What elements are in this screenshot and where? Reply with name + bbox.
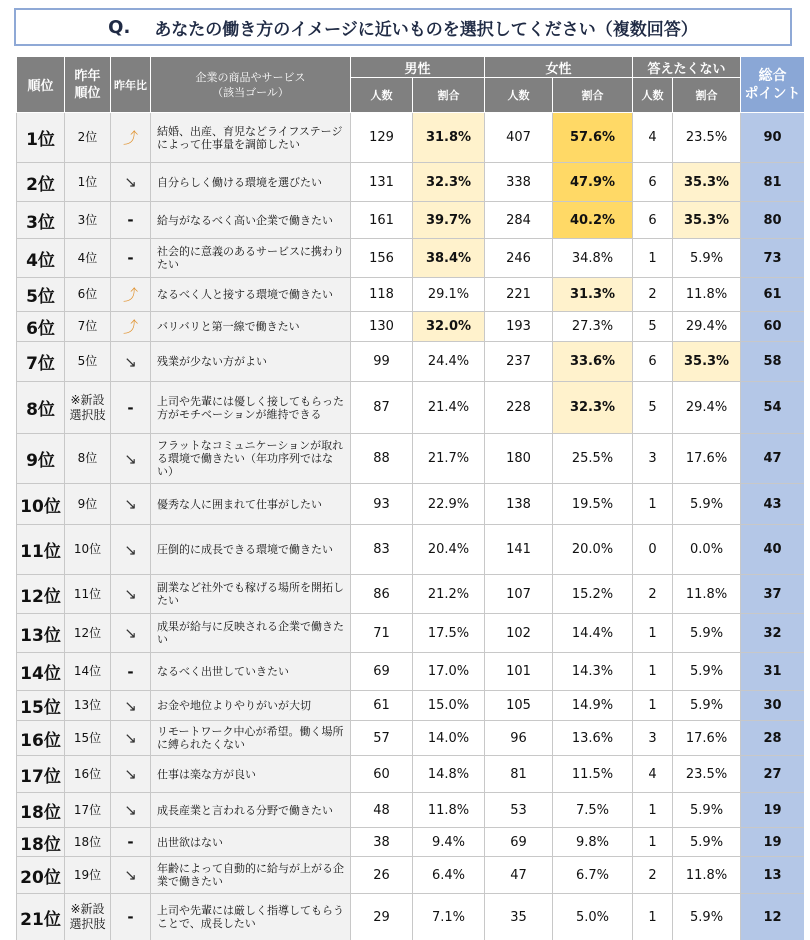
item-cell: 上司や先輩には優しく接してもらった方がモチベーションが維持できる bbox=[151, 382, 351, 434]
female-ratio-cell: 34.8% bbox=[553, 239, 633, 278]
no-answer-count-cell: 4 bbox=[633, 756, 673, 793]
table-row bbox=[17, 857, 805, 894]
prev-rank-cell: 8位 bbox=[65, 434, 111, 484]
trend-cell bbox=[111, 828, 151, 857]
total-points-cell: 43 bbox=[741, 484, 804, 525]
item-cell: 給与がなるべく高い企業で働きたい bbox=[151, 202, 351, 239]
no-answer-count-cell: 1 bbox=[633, 239, 673, 278]
prev-rank-cell: 7位 bbox=[65, 312, 111, 342]
female-ratio-cell: 25.5% bbox=[553, 434, 633, 484]
trend-down-icon: ↘ bbox=[124, 801, 137, 819]
male-count-cell: 71 bbox=[351, 614, 413, 653]
female-ratio-cell: 11.5% bbox=[553, 756, 633, 793]
trend-cell bbox=[111, 857, 151, 894]
female-count-cell: 237 bbox=[485, 342, 553, 382]
item-cell: なるべく人と接する環境で働きたい bbox=[151, 278, 351, 312]
rank-cell: 4位 bbox=[17, 239, 65, 278]
male-count-cell: 83 bbox=[351, 525, 413, 575]
male-ratio-cell: 22.9% bbox=[413, 484, 485, 525]
results-table bbox=[16, 56, 804, 940]
trend-same-icon: - bbox=[127, 249, 134, 267]
male-ratio-cell: 11.8% bbox=[413, 793, 485, 828]
table-row bbox=[17, 484, 805, 525]
male-ratio-cell: 38.4% bbox=[413, 239, 485, 278]
table-row bbox=[17, 278, 805, 312]
no-answer-count-cell: 3 bbox=[633, 434, 673, 484]
prev-rank-cell: 3位 bbox=[65, 202, 111, 239]
results-table-body bbox=[17, 113, 805, 940]
male-count-cell: 99 bbox=[351, 342, 413, 382]
female-count-cell: 338 bbox=[485, 163, 553, 202]
item-cell: バリバリと第一線で働きたい bbox=[151, 312, 351, 342]
female-count-cell: 102 bbox=[485, 614, 553, 653]
table-row bbox=[17, 575, 805, 614]
female-count-cell: 138 bbox=[485, 484, 553, 525]
rank-cell: 20位 bbox=[17, 857, 65, 894]
item-cell: 優秀な人に囲まれて仕事がしたい bbox=[151, 484, 351, 525]
rank-cell: 8位 bbox=[17, 382, 65, 434]
male-count-cell: 118 bbox=[351, 278, 413, 312]
no-answer-count-cell: 1 bbox=[633, 828, 673, 857]
trend-cell bbox=[111, 113, 151, 163]
female-ratio-cell: 57.6% bbox=[553, 113, 633, 163]
item-cell: 結婚、出産、育児などライフステージによって仕事量を調節したい bbox=[151, 113, 351, 163]
trend-down-icon: ↘ bbox=[124, 449, 137, 468]
total-points-cell: 60 bbox=[741, 312, 804, 342]
female-count-cell: 407 bbox=[485, 113, 553, 163]
item-cell: 仕事は楽な方が良い bbox=[151, 756, 351, 793]
female-count-cell: 246 bbox=[485, 239, 553, 278]
rank-cell: 1位 bbox=[17, 113, 65, 163]
rank-cell: 5位 bbox=[17, 278, 65, 312]
female-ratio-cell: 32.3% bbox=[553, 382, 633, 434]
female-ratio-cell: 14.4% bbox=[553, 614, 633, 653]
rank-cell: 16位 bbox=[17, 721, 65, 756]
item-cell: リモートワーク中心が希望。働く場所に縛られたくない bbox=[151, 721, 351, 756]
header-total: 総合 ポイント bbox=[741, 57, 804, 113]
male-ratio-cell: 7.1% bbox=[413, 894, 485, 940]
prev-rank-cell: 17位 bbox=[65, 793, 111, 828]
female-count-cell: 69 bbox=[485, 828, 553, 857]
prev-rank-cell: 16位 bbox=[65, 756, 111, 793]
table-row bbox=[17, 163, 805, 202]
item-cell: フラットなコミュニケーションが取れる環境で働きたい（年功序列ではない） bbox=[151, 434, 351, 484]
trend-cell bbox=[111, 721, 151, 756]
prev-rank-cell: 14位 bbox=[65, 653, 111, 691]
header-no-answer: 答えたくない bbox=[633, 57, 741, 78]
female-count-cell: 101 bbox=[485, 653, 553, 691]
trend-up-icon: ⤴ bbox=[122, 286, 138, 304]
trend-same-icon: - bbox=[127, 833, 134, 851]
male-count-cell: 69 bbox=[351, 653, 413, 691]
male-ratio-cell: 20.4% bbox=[413, 525, 485, 575]
prev-rank-cell: 6位 bbox=[65, 278, 111, 312]
female-count-cell: 81 bbox=[485, 756, 553, 793]
female-ratio-cell: 15.2% bbox=[553, 575, 633, 614]
item-cell: 成長産業と言われる分野で働きたい bbox=[151, 793, 351, 828]
no-answer-count-cell: 6 bbox=[633, 342, 673, 382]
rank-cell: 18位 bbox=[17, 828, 65, 857]
trend-down-icon: ↘ bbox=[124, 765, 137, 783]
table-row bbox=[17, 202, 805, 239]
table-row bbox=[17, 691, 805, 721]
table-row bbox=[17, 434, 805, 484]
male-ratio-cell: 17.5% bbox=[413, 614, 485, 653]
male-count-cell: 86 bbox=[351, 575, 413, 614]
female-count-cell: 96 bbox=[485, 721, 553, 756]
item-cell: 副業など社外でも稼げる場所を開拓したい bbox=[151, 575, 351, 614]
male-ratio-cell: 32.3% bbox=[413, 163, 485, 202]
rank-cell: 3位 bbox=[17, 202, 65, 239]
trend-down-icon: ↘ bbox=[124, 696, 137, 715]
table-row bbox=[17, 239, 805, 278]
rank-cell: 13位 bbox=[17, 614, 65, 653]
no-answer-count-cell: 5 bbox=[633, 312, 673, 342]
trend-cell bbox=[111, 756, 151, 793]
no-answer-ratio-cell: 5.9% bbox=[673, 614, 741, 653]
header-female: 女性 bbox=[485, 57, 633, 78]
female-ratio-cell: 5.0% bbox=[553, 894, 633, 940]
item-cell: 残業が少ない方がよい bbox=[151, 342, 351, 382]
male-ratio-cell: 31.8% bbox=[413, 113, 485, 163]
header-item: 企業の商品やサービス （該当ゴール） bbox=[151, 57, 351, 113]
header-female-count: 人数 bbox=[485, 78, 553, 113]
no-answer-count-cell: 1 bbox=[633, 793, 673, 828]
female-ratio-cell: 13.6% bbox=[553, 721, 633, 756]
trend-down-icon: ↘ bbox=[124, 624, 137, 642]
male-ratio-cell: 39.7% bbox=[413, 202, 485, 239]
trend-cell bbox=[111, 163, 151, 202]
item-cell: 成果が給与に反映される企業で働きたい bbox=[151, 614, 351, 653]
trend-cell bbox=[111, 278, 151, 312]
no-answer-ratio-cell: 5.9% bbox=[673, 793, 741, 828]
female-ratio-cell: 9.8% bbox=[553, 828, 633, 857]
no-answer-count-cell: 5 bbox=[633, 382, 673, 434]
total-points-cell: 61 bbox=[741, 278, 804, 312]
table-row bbox=[17, 113, 805, 163]
total-points-cell: 37 bbox=[741, 575, 804, 614]
male-count-cell: 38 bbox=[351, 828, 413, 857]
prev-rank-cell: 5位 bbox=[65, 342, 111, 382]
no-answer-count-cell: 2 bbox=[633, 857, 673, 894]
no-answer-count-cell: 4 bbox=[633, 113, 673, 163]
item-cell: 年齢によって自動的に給与が上がる企業で働きたい bbox=[151, 857, 351, 894]
rank-cell: 12位 bbox=[17, 575, 65, 614]
no-answer-ratio-cell: 11.8% bbox=[673, 857, 741, 894]
trend-cell bbox=[111, 202, 151, 239]
item-cell: 自分らしく働ける環境を選びたい bbox=[151, 163, 351, 202]
female-count-cell: 180 bbox=[485, 434, 553, 484]
rank-cell: 2位 bbox=[17, 163, 65, 202]
table-row bbox=[17, 342, 805, 382]
total-points-cell: 19 bbox=[741, 828, 804, 857]
prev-rank-cell: 4位 bbox=[65, 239, 111, 278]
prev-rank-cell: 19位 bbox=[65, 857, 111, 894]
total-points-cell: 90 bbox=[741, 113, 804, 163]
no-answer-ratio-cell: 5.9% bbox=[673, 894, 741, 940]
no-answer-count-cell: 2 bbox=[633, 278, 673, 312]
female-count-cell: 35 bbox=[485, 894, 553, 940]
trend-same-icon: - bbox=[127, 211, 134, 229]
trend-cell bbox=[111, 575, 151, 614]
question-title-box bbox=[14, 8, 792, 46]
item-cell: お金や地位よりやりがいが大切 bbox=[151, 691, 351, 721]
prev-rank-cell: ※新設選択肢 bbox=[65, 894, 111, 940]
trend-down-icon: ↘ bbox=[124, 352, 137, 371]
trend-down-icon: ↘ bbox=[124, 173, 137, 191]
male-ratio-cell: 14.8% bbox=[413, 756, 485, 793]
no-answer-ratio-cell: 11.8% bbox=[673, 278, 741, 312]
trend-cell bbox=[111, 312, 151, 342]
no-answer-count-cell: 1 bbox=[633, 484, 673, 525]
male-count-cell: 26 bbox=[351, 857, 413, 894]
table-row bbox=[17, 721, 805, 756]
total-points-cell: 13 bbox=[741, 857, 804, 894]
male-ratio-cell: 24.4% bbox=[413, 342, 485, 382]
female-count-cell: 53 bbox=[485, 793, 553, 828]
rank-cell: 15位 bbox=[17, 691, 65, 721]
total-points-cell: 58 bbox=[741, 342, 804, 382]
trend-up-icon: ⤴ bbox=[122, 129, 138, 147]
question-label: Q. bbox=[108, 16, 131, 38]
total-points-cell: 32 bbox=[741, 614, 804, 653]
trend-cell bbox=[111, 894, 151, 940]
prev-rank-cell: 18位 bbox=[65, 828, 111, 857]
prev-rank-cell: 9位 bbox=[65, 484, 111, 525]
male-count-cell: 156 bbox=[351, 239, 413, 278]
trend-cell bbox=[111, 614, 151, 653]
prev-rank-cell: ※新設選択肢 bbox=[65, 382, 111, 434]
female-ratio-cell: 20.0% bbox=[553, 525, 633, 575]
male-ratio-cell: 15.0% bbox=[413, 691, 485, 721]
female-ratio-cell: 14.9% bbox=[553, 691, 633, 721]
female-count-cell: 221 bbox=[485, 278, 553, 312]
no-answer-count-cell: 1 bbox=[633, 614, 673, 653]
rank-cell: 17位 bbox=[17, 756, 65, 793]
trend-same-icon: - bbox=[127, 662, 134, 681]
table-row bbox=[17, 525, 805, 575]
no-answer-count-cell: 1 bbox=[633, 691, 673, 721]
male-ratio-cell: 29.1% bbox=[413, 278, 485, 312]
table-row bbox=[17, 653, 805, 691]
prev-rank-cell: 15位 bbox=[65, 721, 111, 756]
rank-cell: 21位 bbox=[17, 894, 65, 940]
male-ratio-cell: 17.0% bbox=[413, 653, 485, 691]
male-count-cell: 131 bbox=[351, 163, 413, 202]
prev-rank-cell: 13位 bbox=[65, 691, 111, 721]
trend-cell bbox=[111, 653, 151, 691]
male-count-cell: 88 bbox=[351, 434, 413, 484]
male-count-cell: 61 bbox=[351, 691, 413, 721]
no-answer-ratio-cell: 35.3% bbox=[673, 342, 741, 382]
trend-down-icon: ↘ bbox=[124, 729, 137, 747]
no-answer-ratio-cell: 17.6% bbox=[673, 721, 741, 756]
female-count-cell: 284 bbox=[485, 202, 553, 239]
prev-rank-cell: 1位 bbox=[65, 163, 111, 202]
no-answer-count-cell: 3 bbox=[633, 721, 673, 756]
no-answer-count-cell: 2 bbox=[633, 575, 673, 614]
table-row bbox=[17, 894, 805, 940]
female-count-cell: 47 bbox=[485, 857, 553, 894]
no-answer-count-cell: 6 bbox=[633, 202, 673, 239]
female-ratio-cell: 14.3% bbox=[553, 653, 633, 691]
male-count-cell: 93 bbox=[351, 484, 413, 525]
header-rank: 順位 bbox=[17, 57, 65, 113]
no-answer-ratio-cell: 11.8% bbox=[673, 575, 741, 614]
trend-down-icon: ↘ bbox=[124, 540, 137, 559]
male-count-cell: 87 bbox=[351, 382, 413, 434]
female-ratio-cell: 33.6% bbox=[553, 342, 633, 382]
female-ratio-cell: 47.9% bbox=[553, 163, 633, 202]
male-count-cell: 29 bbox=[351, 894, 413, 940]
no-answer-count-cell: 1 bbox=[633, 653, 673, 691]
female-count-cell: 105 bbox=[485, 691, 553, 721]
female-count-cell: 107 bbox=[485, 575, 553, 614]
table-row bbox=[17, 828, 805, 857]
item-cell: 圧倒的に成長できる環境で働きたい bbox=[151, 525, 351, 575]
trend-cell bbox=[111, 525, 151, 575]
male-ratio-cell: 21.2% bbox=[413, 575, 485, 614]
item-cell: 社会的に意義のあるサービスに携わりたい bbox=[151, 239, 351, 278]
table-row bbox=[17, 382, 805, 434]
rank-cell: 18位 bbox=[17, 793, 65, 828]
total-points-cell: 80 bbox=[741, 202, 804, 239]
table-row bbox=[17, 312, 805, 342]
header-trend: 昨年比 bbox=[111, 57, 151, 113]
no-answer-ratio-cell: 35.3% bbox=[673, 202, 741, 239]
prev-rank-cell: 11位 bbox=[65, 575, 111, 614]
header-prev-rank: 昨年 順位 bbox=[65, 57, 111, 113]
total-points-cell: 28 bbox=[741, 721, 804, 756]
trend-down-icon: ↘ bbox=[124, 495, 137, 513]
male-count-cell: 48 bbox=[351, 793, 413, 828]
item-cell: 出世欲はない bbox=[151, 828, 351, 857]
trend-same-icon: - bbox=[127, 908, 134, 926]
female-ratio-cell: 27.3% bbox=[553, 312, 633, 342]
prev-rank-cell: 12位 bbox=[65, 614, 111, 653]
no-answer-ratio-cell: 29.4% bbox=[673, 382, 741, 434]
total-points-cell: 30 bbox=[741, 691, 804, 721]
no-answer-ratio-cell: 5.9% bbox=[673, 653, 741, 691]
total-points-cell: 40 bbox=[741, 525, 804, 575]
header-male: 男性 bbox=[351, 57, 485, 78]
rank-cell: 10位 bbox=[17, 484, 65, 525]
male-ratio-cell: 14.0% bbox=[413, 721, 485, 756]
trend-cell bbox=[111, 484, 151, 525]
total-points-cell: 31 bbox=[741, 653, 804, 691]
female-count-cell: 193 bbox=[485, 312, 553, 342]
female-ratio-cell: 6.7% bbox=[553, 857, 633, 894]
no-answer-ratio-cell: 5.9% bbox=[673, 239, 741, 278]
trend-cell bbox=[111, 342, 151, 382]
trend-down-icon: ↘ bbox=[124, 585, 137, 603]
header-male-count: 人数 bbox=[351, 78, 413, 113]
female-ratio-cell: 7.5% bbox=[553, 793, 633, 828]
male-ratio-cell: 32.0% bbox=[413, 312, 485, 342]
rank-cell: 7位 bbox=[17, 342, 65, 382]
male-ratio-cell: 9.4% bbox=[413, 828, 485, 857]
no-answer-count-cell: 0 bbox=[633, 525, 673, 575]
no-answer-ratio-cell: 5.9% bbox=[673, 691, 741, 721]
total-points-cell: 12 bbox=[741, 894, 804, 940]
total-points-cell: 54 bbox=[741, 382, 804, 434]
no-answer-count-cell: 6 bbox=[633, 163, 673, 202]
no-answer-ratio-cell: 23.5% bbox=[673, 756, 741, 793]
rank-cell: 9位 bbox=[17, 434, 65, 484]
no-answer-ratio-cell: 5.9% bbox=[673, 828, 741, 857]
rank-cell: 6位 bbox=[17, 312, 65, 342]
total-points-cell: 27 bbox=[741, 756, 804, 793]
header-male-ratio: 割合 bbox=[413, 78, 485, 113]
no-answer-count-cell: 1 bbox=[633, 894, 673, 940]
male-count-cell: 130 bbox=[351, 312, 413, 342]
male-count-cell: 60 bbox=[351, 756, 413, 793]
trend-cell bbox=[111, 382, 151, 434]
male-ratio-cell: 21.4% bbox=[413, 382, 485, 434]
trend-cell bbox=[111, 691, 151, 721]
trend-down-icon: ↘ bbox=[124, 866, 137, 884]
header-no-answer-count: 人数 bbox=[633, 78, 673, 113]
header-female-ratio: 割合 bbox=[553, 78, 633, 113]
rank-cell: 14位 bbox=[17, 653, 65, 691]
table-row bbox=[17, 614, 805, 653]
trend-cell bbox=[111, 239, 151, 278]
table-row bbox=[17, 756, 805, 793]
trend-up-icon: ⤴ bbox=[122, 318, 138, 336]
header-no-answer-ratio: 割合 bbox=[673, 78, 741, 113]
rank-cell: 11位 bbox=[17, 525, 65, 575]
no-answer-ratio-cell: 17.6% bbox=[673, 434, 741, 484]
male-count-cell: 161 bbox=[351, 202, 413, 239]
male-count-cell: 57 bbox=[351, 721, 413, 756]
table-row bbox=[17, 793, 805, 828]
item-cell: 上司や先輩には厳しく指導してもらうことで、成長したい bbox=[151, 894, 351, 940]
female-count-cell: 141 bbox=[485, 525, 553, 575]
total-points-cell: 81 bbox=[741, 163, 804, 202]
trend-cell bbox=[111, 434, 151, 484]
female-ratio-cell: 31.3% bbox=[553, 278, 633, 312]
male-count-cell: 129 bbox=[351, 113, 413, 163]
no-answer-ratio-cell: 0.0% bbox=[673, 525, 741, 575]
trend-cell bbox=[111, 793, 151, 828]
no-answer-ratio-cell: 23.5% bbox=[673, 113, 741, 163]
total-points-cell: 73 bbox=[741, 239, 804, 278]
question-text: あなたの働き方のイメージに近いものを選択してください（複数回答） bbox=[154, 19, 698, 40]
female-ratio-cell: 40.2% bbox=[553, 202, 633, 239]
no-answer-ratio-cell: 35.3% bbox=[673, 163, 741, 202]
female-ratio-cell: 19.5% bbox=[553, 484, 633, 525]
prev-rank-cell: 10位 bbox=[65, 525, 111, 575]
no-answer-ratio-cell: 29.4% bbox=[673, 312, 741, 342]
male-ratio-cell: 6.4% bbox=[413, 857, 485, 894]
male-ratio-cell: 21.7% bbox=[413, 434, 485, 484]
results-table-wrapper bbox=[16, 56, 804, 940]
trend-same-icon: - bbox=[127, 398, 134, 417]
female-count-cell: 228 bbox=[485, 382, 553, 434]
item-cell: なるべく出世していきたい bbox=[151, 653, 351, 691]
total-points-cell: 47 bbox=[741, 434, 804, 484]
prev-rank-cell: 2位 bbox=[65, 113, 111, 163]
no-answer-ratio-cell: 5.9% bbox=[673, 484, 741, 525]
total-points-cell: 19 bbox=[741, 793, 804, 828]
